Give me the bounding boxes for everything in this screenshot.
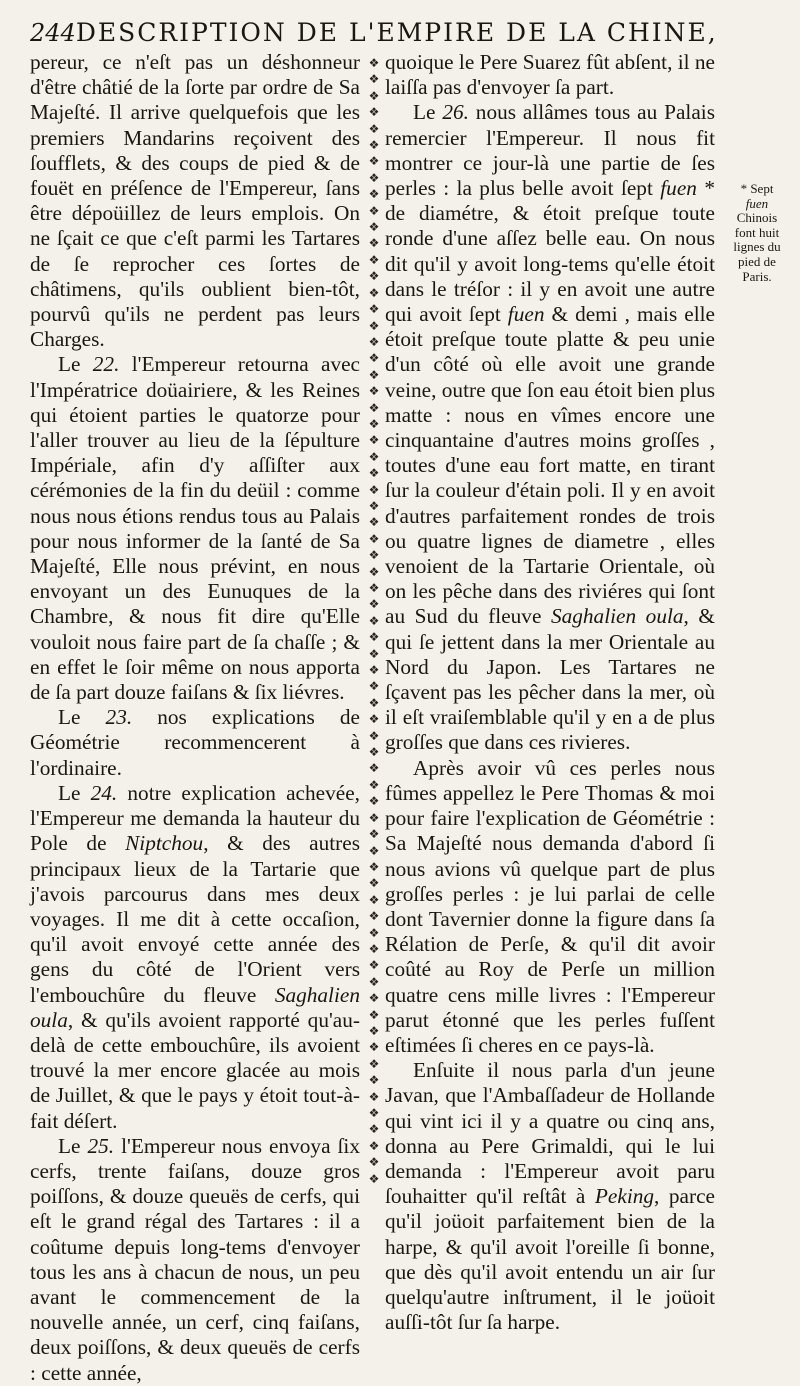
fleuron-ornament: ❖ (368, 876, 380, 891)
fleuron-ornament: ❖ (368, 482, 380, 497)
paragraph: Le 24. notre explication achevée, l'Empereur me demanda la hauteur du Pole de Niptchou, & des autres principaux lieux de la Tartarie que j'avois parcourus dans mes deux voyages. Il me dit à cette occaſion, qu'il avoit envoyé cette année des gens du côté de l'Orient vers l'embouchûre du fleuve Saghalien oula, & qu'ils avoient rapporté qu'au-delà de cette embouchûre, ils avoient trouvé la mer encore glacée au mois de Juillet, & que le pays y étoit tout-à-fait déſert. (30, 780, 360, 1133)
fleuron-ornament: ❖ (368, 220, 380, 235)
fleuron-ornament: ❖ (368, 170, 380, 185)
fleuron-ornament: ❖ (368, 581, 380, 595)
fleuron-ornament: ❖ (368, 154, 380, 169)
fleuron-ornament: ❖ (368, 498, 380, 513)
fleuron-ornament: ❖ (368, 712, 380, 727)
unit-term: fuen (507, 302, 545, 327)
fleuron-ornament: ❖ (368, 695, 380, 710)
fleuron-ornament: ❖ (368, 613, 380, 628)
fleuron-ornament: ❖ (368, 1023, 380, 1038)
fleuron-ornament: ❖ (368, 777, 380, 792)
fleuron-ornament: ❖ (368, 1138, 380, 1153)
column-divider-ornaments (364, 55, 384, 1197)
fleuron-ornament: ❖ (368, 1073, 380, 1088)
margin-note-line: lignes du (733, 239, 781, 255)
fleuron-ornament: ❖ (368, 531, 380, 546)
fleuron-ornament: ❖ (368, 433, 380, 448)
fleuron-ornament: ❖ (368, 384, 380, 399)
date-number: 23. (105, 705, 133, 730)
date-number: 25. (87, 1133, 115, 1158)
fleuron-ornament: ❖ (368, 515, 380, 530)
date-number: 26. (442, 100, 469, 125)
place-name: Niptchou (125, 831, 204, 856)
margin-note-line: Chinois (736, 210, 778, 226)
paragraph: Le 22. l'Empereur retourna avec l'Impératrice doüairiere, & les Reines qui étoient parties le quatorze pour l'aller trouver au lieu de la ſépulture Impériale, afin d'y aſſiſter aux cérémonies de la fin du deüil : comme nous nous étions rendus tous au Palais pour nous informer de la ſanté de Sa Majeſté, Elle nous prévint, en nous envoyant un des Eunuques de la Chambre, & nous fit dire qu'Elle vouloit nous faire part de ſa chaſſe ; & en effet le ſoir même on nous apporta de ſa part douze faiſans & ſix liévres. (30, 352, 360, 705)
fleuron-ornament: ❖ (368, 203, 380, 218)
fleuron-ornament: ❖ (368, 367, 380, 382)
right-text-column (385, 50, 715, 1335)
margin-note (718, 182, 796, 284)
fleuron-ornament: ❖ (368, 646, 380, 661)
fleuron-ornament: ❖ (368, 1122, 380, 1137)
date-number: 24. (90, 780, 118, 805)
fleuron-ornament: ❖ (368, 252, 380, 267)
river-name: Saghalien oula (550, 604, 684, 629)
fleuron-ornament: ❖ (368, 138, 380, 153)
fleuron-ornament: ❖ (368, 728, 380, 743)
paragraph: Le 26. nous allâmes tous au Palais remercier l'Empereur. Il nous fit montrer ce jour-là une partie de ſes perles : la plus belle avoit ſept fuen * de diamétre, & étoit preſque toute ronde d'une aſſez belle eau. On nous dit qu'il y avoit long-tems qu'elle étoit dans le tréſor : il y en avoit une autre qui avoit ſept fuen & demi , mais elle étoit preſque toute platte & peu unie d'un côté où elle avoit une grande veine, outre que ſon eau étoit bien plus matte : nous en vîmes encore une cinquantaine d'autres moins groſſes , toutes d'une eau fort matte, en tirant ſur la couleur d'étain poli. Il y en avoit d'autres parfaitement rondes de trois ou quatre lignes de diametre , elles venoient de la Tartarie Orientale, où on les pêche dans des riviéres qui ſont au Sud du fleuve Saghalien oula, & qui ſe jettent dans la mer Orientale au Nord du Japon. Les Tartares ne ſçavent pas les pêcher dans la mer, où il eſt vraiſemblable qu'il y en a de plus groſſes que dans ces rivieres. (385, 100, 716, 755)
fleuron-ornament: ❖ (368, 925, 380, 940)
fleuron-ornament: ❖ (368, 236, 380, 251)
fleuron-ornament: ❖ (368, 1007, 380, 1022)
fleuron-ornament: ❖ (368, 318, 380, 333)
fleuron-ornament: ❖ (368, 302, 380, 317)
running-title: DESCRIPTION DE L'EMPIRE DE LA CHINE, (75, 18, 718, 47)
fleuron-ornament: ❖ (368, 400, 380, 415)
fleuron-ornament: ❖ (368, 761, 380, 776)
paragraph: quoique le Pere Suarez fût abſent, il ne laiſſa pas d'envoyer ſa part. (385, 50, 715, 100)
fleuron-ornament: ❖ (368, 1056, 380, 1071)
fleuron-ornament: ❖ (368, 810, 380, 825)
fleuron-ornament: ❖ (368, 859, 380, 874)
paragraph: Après avoir vû ces perles nous fûmes appellez le Pere Thomas & moi pour faire l'explication de Géométrie : Sa Majeſté nous demanda d'abord ſi nous avions vû quelque part de plus groſſes perles : je lui parlai de celle dont Tavernier donne la figure dans ſa Rélation de Perſe, & qu'il dit avoir coûté au Roy de Perſe un million quatre cens mille livres : l'Empereur parut étonné que les perles fuſſent eſtimées ſi cheres en ce pays-là. (385, 755, 715, 1057)
fleuron-ornament: ❖ (368, 88, 380, 103)
paragraph: Le 23. nos explications de Géométrie recommencerent à l'ordinaire. (30, 705, 360, 780)
city-name: Peking (594, 1184, 655, 1209)
paragraph: Enſuite il nous parla d'un jeune Javan, que l'Ambaſſadeur de Hollande qui vint ici il y a quatre ou cinq ans, donna au Pere Grimaldi, qui le lui demanda : l'Empereur avoit paru ſouhaitter qu'il reſtât à Peking, parce qu'il joüoit parfaitement bien de la harpe, & qu'il avoit l'oreille ſi bonne, que dès qu'il avoit entendu un air ſur quelqu'autre inſtrument, il le joüoit auſſi-tôt ſur ſa harpe. (385, 1058, 715, 1335)
margin-note-line: Paris. (742, 268, 772, 284)
fleuron-ornament: ❖ (368, 630, 380, 645)
fleuron-ornament: ❖ (368, 679, 380, 694)
fleuron-ornament: ❖ (368, 449, 380, 464)
fleuron-ornament: ❖ (368, 991, 380, 1006)
page-number: 244 (30, 19, 76, 47)
fleuron-ornament: ❖ (368, 1040, 380, 1055)
paragraph: pereur, ce n'eſt pas un déshonneur d'être châtié de la ſorte par ordre de Sa Majeſté. Il arrive quelquefois que les premiers Mandarins reçoivent des ſoufflets, & des coups de pied & de fouët en préſence de l'Empereur, ſans être dépoüillez de leurs emplois. On ne ſçait ce que c'eſt parmi les Tartares de ſe reprocher ces ſortes de châtimens, qu'ils oublient bien-tôt, pourvû qu'ils ne perdent pas leurs Charges. (30, 50, 360, 352)
fleuron-ornament: ❖ (368, 794, 380, 809)
fleuron-ornament: ❖ (368, 56, 380, 70)
page-header (30, 18, 718, 52)
fleuron-ornament: ❖ (368, 187, 380, 202)
margin-note-line: pied de (738, 253, 776, 269)
fleuron-ornament: ❖ (368, 548, 380, 563)
margin-note-line: * Sept (740, 181, 774, 196)
fleuron-ornament: ❖ (368, 121, 380, 136)
fleuron-ornament: ❖ (368, 958, 380, 973)
fleuron-ornament: ❖ (368, 269, 380, 284)
fleuron-ornament: ❖ (368, 416, 380, 431)
date-number: 22. (92, 352, 120, 377)
fleuron-ornament: ❖ (368, 334, 380, 349)
fleuron-ornament: ❖ (368, 892, 380, 907)
fleuron-ornament: ❖ (368, 1089, 380, 1104)
fleuron-ornament: ❖ (368, 597, 380, 612)
fleuron-ornament: ❖ (368, 974, 380, 989)
fleuron-ornament: ❖ (368, 843, 380, 858)
paragraph: Le 25. l'Empereur nous envoya ſix cerfs, trente faiſans, douze gros poiſſons, & douze queuës de cerfs, qui eſt le grand régal des Tartares : il a coûtume depuis long-tems d'envoyer tous les ans à chacun de nous, un peu avant le commencement de la nouvelle année, un cerf, cinq faiſans, deux poiſſons, & deux queuës de cerfs : cette année, (30, 1133, 360, 1385)
fleuron-ornament: ❖ (368, 827, 380, 842)
fleuron-ornament: ❖ (368, 1106, 380, 1120)
fleuron-ornament: ❖ (368, 1171, 380, 1186)
fleuron-ornament: ❖ (368, 941, 380, 956)
fleuron-ornament: ❖ (368, 909, 380, 924)
margin-note-line: fuen (745, 195, 769, 211)
fleuron-ornament: ❖ (368, 466, 380, 481)
fleuron-ornament: ❖ (368, 1155, 380, 1170)
fleuron-ornament: ❖ (368, 105, 380, 120)
fleuron-ornament: ❖ (368, 72, 380, 87)
fleuron-ornament: ❖ (368, 745, 380, 760)
fleuron-ornament: ❖ (368, 351, 380, 366)
fleuron-ornament: ❖ (368, 663, 380, 678)
left-text-column (30, 50, 360, 1386)
river-name: Saghalien oula (30, 982, 360, 1032)
margin-note-line: font huit (734, 224, 780, 240)
fleuron-ornament: ❖ (368, 564, 380, 579)
fleuron-ornament: ❖ (368, 285, 380, 300)
unit-term: fuen (660, 176, 697, 201)
